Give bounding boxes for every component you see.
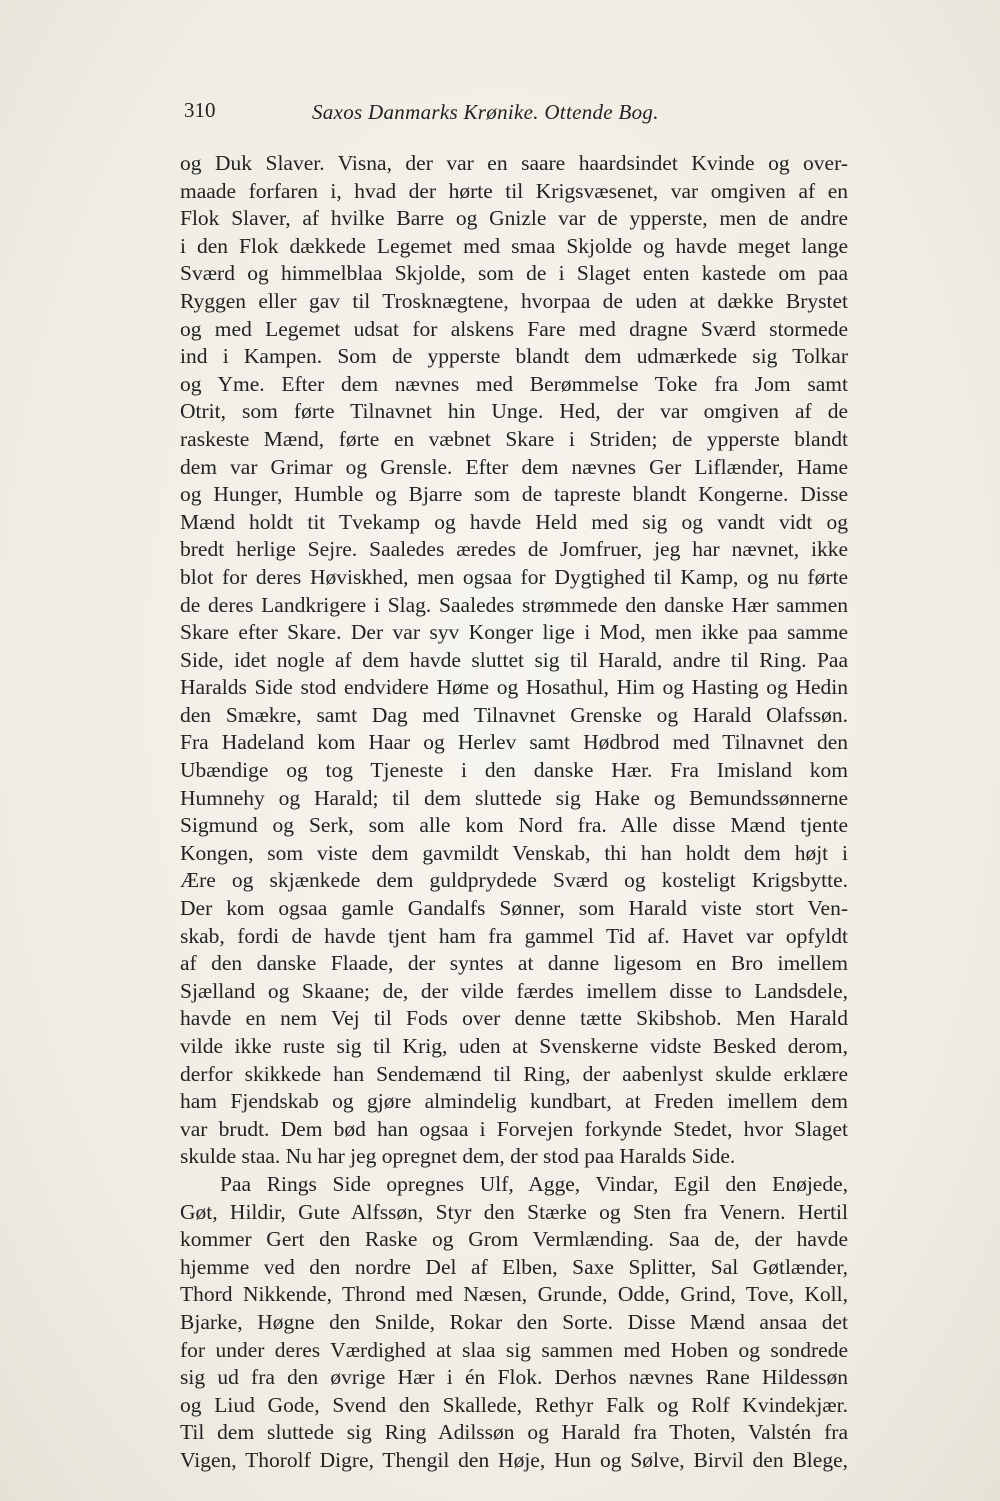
text-line: ham Fjendskab og gjøre almindelig kundbart, at Freden imellem dem (180, 1089, 848, 1114)
text-line: og Liud Gode, Svend den Skallede, Rethyr Falk og Rolf Kvindekjær. (180, 1392, 848, 1417)
text-line: Haralds Side stod endvidere Høme og Hosathul, Him og Hasting og Hedin (180, 675, 848, 700)
text-line: Gøt, Hildir, Gute Alfssøn, Styr den Stærke og Sten fra Venern. Hertil (180, 1199, 848, 1224)
text-line: Paa Rings Side opregnes Ulf, Agge, Vindar, Egil den Enøjede, (220, 1171, 848, 1196)
running-title: Saxos Danmarks Krønike. Ottende Bog. (312, 100, 659, 124)
page-number: 310 (184, 98, 216, 122)
text-line: sig ud fra den øvrige Hær i én Flok. Derhos nævnes Rane Hildessøn (180, 1365, 848, 1390)
text-line: dem var Grimar og Grensle. Efter dem nævnes Ger Liflænder, Hame (180, 454, 848, 479)
text-line: for under deres Værdighed at slaa sig sammen med Hoben og sondrede (180, 1337, 848, 1362)
text-line: Thord Nikkende, Thrond med Næsen, Grunde, Odde, Grind, Tove, Koll, (180, 1282, 848, 1307)
text-line: raskeste Mænd, førte en væbnet Skare i Striden; de ypperste blandt (180, 426, 848, 451)
text-line: Ryggen eller gav til Trosknægtene, hvorpaa de uden at dække Brystet (180, 288, 848, 313)
text-line: og Duk Slaver. Visna, der var en saare haardsindet Kvinde og over- (180, 151, 848, 175)
text-line: ind i Kampen. Som de ypperste blandt dem udmærkede sig Tolkar (180, 344, 848, 369)
text-line: Ære og skjænkede dem guldprydede Sværd og kosteligt Krigsbytte. (180, 868, 848, 893)
text-line: Sværd og himmelblaa Skjolde, som de i Slaget enten kastede om paa (180, 261, 848, 286)
text-line: Kongen, som viste dem gavmildt Venskab, thi han holdt dem højt i (180, 840, 848, 865)
text-line: maade forfaren i, hvad der hørte til Krigsvæsenet, var omgiven af en (180, 178, 848, 203)
text-line: var brudt. Dem bød han ogsaa i Forvejen forkynde Stedet, hvor Slaget (180, 1116, 848, 1141)
text-line: Der kom ogsaa gamle Gandalfs Sønner, som Harald viste stort Ven- (180, 896, 848, 921)
text-line: havde en nem Vej til Fods over denne tætte Skibshob. Men Harald (180, 1006, 848, 1031)
text-line: skab, fordi de havde tjent ham fra gammel Tid af. Havet var opfyldt (180, 923, 848, 948)
text-line: og med Legemet udsat for alskens Fare med dragne Sværd stormede (180, 316, 848, 341)
text-line: derfor skikkede han Sendemænd til Ring, der aabenlyst skulde erklære (180, 1061, 848, 1086)
text-line: blot for deres Høviskhed, men ogsaa for Dygtighed til Kamp, og nu førte (180, 564, 848, 589)
text-line: og Hunger, Humble og Bjarre som de tapreste blandt Kongerne. Disse (180, 482, 848, 507)
text-line: skulde staa. Nu har jeg opregnet dem, der stod paa Haralds Side. (180, 1144, 736, 1169)
text-line: bredt herlige Sejre. Saaledes æredes de Jomfruer, jeg har nævnet, ikke (180, 537, 848, 562)
text-line: Otrit, som førte Tilnavnet hin Unge. Hed, der var omgiven af de (180, 399, 848, 424)
text-line: de deres Landkrigere i Slag. Saaledes strømmede den danske Hær sammen (180, 592, 848, 617)
text-line: hjemme ved den nordre Del af Elben, Saxe Splitter, Sal Gøtlænder, (180, 1254, 848, 1279)
text-line: Fra Hadeland kom Haar og Herlev samt Hødbrod med Tilnavnet den (180, 730, 848, 755)
text-line: og Yme. Efter dem nævnes med Berømmelse Toke fra Jom samt (180, 371, 848, 396)
text-line: Skare efter Skare. Der var syv Konger lige i Mod, men ikke paa samme (180, 620, 848, 645)
running-head (184, 98, 844, 128)
text-line: vilde ikke ruste sig til Krig, uden at Svenskerne vidste Besked derom, (180, 1034, 848, 1058)
text-line: Ubændige og tog Tjeneste i den danske Hær. Fra Imisland kom (180, 758, 848, 783)
body-text (180, 150, 848, 1475)
text-line: Sigmund og Serk, som alle kom Nord fra. Alle disse Mænd tjente (180, 813, 848, 838)
text-line: Flok Slaver, af hvilke Barre og Gnizle var de ypperste, men de andre (180, 206, 848, 231)
text-line: Side, idet nogle af dem havde sluttet sig til Harald, andre til Ring. Paa (180, 647, 848, 672)
text-line: kommer Gert den Raske og Grom Vermlænding. Saa de, der havde (180, 1227, 848, 1252)
text-line: den Smækre, samt Dag med Tilnavnet Grenske og Harald Olafssøn. (180, 702, 848, 727)
text-line: Bjarke, Høgne den Snilde, Rokar den Sorte. Disse Mænd ansaa det (180, 1309, 848, 1334)
text-line: i den Flok dækkede Legemet med smaa Skjolde og havde meget lange (180, 233, 848, 258)
text-line: af den danske Flaade, der syntes at danne ligesom en Bro imellem (180, 951, 848, 976)
text-line: Mænd holdt tit Tvekamp og havde Held med sig og vandt vidt og (180, 509, 848, 534)
text-line: Vigen, Thorolf Digre, Thengil den Høje, Hun og Sølve, Birvil den Blege, (180, 1447, 848, 1472)
text-line: Humnehy og Harald; til dem sluttede sig Hake og Bemundssønnerne (180, 785, 848, 810)
text-line: Til dem sluttede sig Ring Adilssøn og Harald fra Thoten, Valstén fra (180, 1420, 848, 1445)
text-line: Sjælland og Skaane; de, der vilde færdes imellem disse to Landsdele, (180, 978, 848, 1003)
